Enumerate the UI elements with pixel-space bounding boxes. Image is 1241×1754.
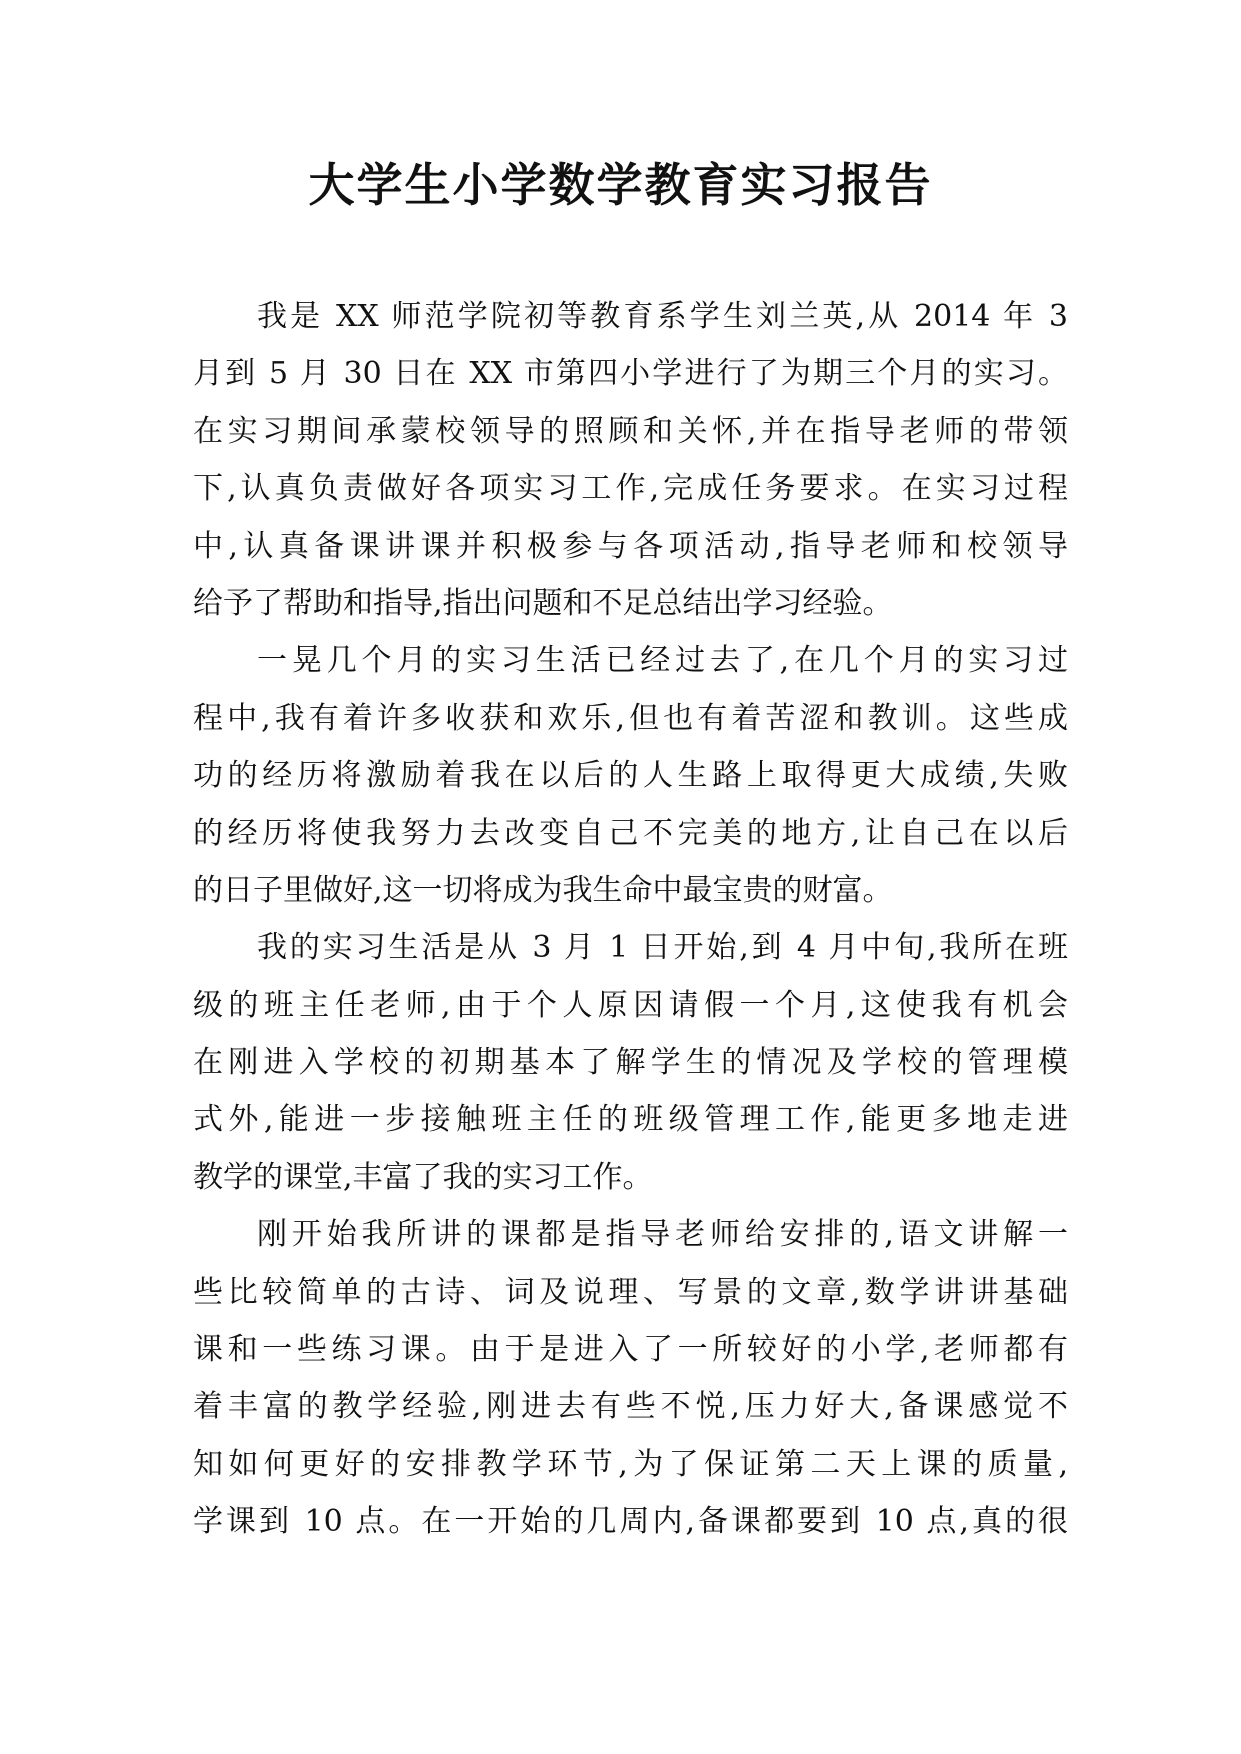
text-line: 在实习期间承蒙校领导的照顾和关怀,并在指导老师的带领 — [193, 413, 1068, 449]
text-line: 在刚进入学校的初期基本了解学生的情况及学校的管理模 — [193, 1045, 1068, 1081]
text-line: 些比较简单的古诗、词及说理、写景的文章,数学讲讲基础 — [193, 1274, 1068, 1310]
text-line: 课和一些练习课。由于是进入了一所较好的小学,老师都有 — [193, 1332, 1068, 1368]
text-line: 月到 5 月 30 日在 XX 市第四小学进行了为期三个月的实习。 — [193, 356, 1068, 392]
paragraph-2 — [193, 632, 1068, 919]
document-body — [193, 288, 1068, 1551]
text-line: 式外,能进一步接触班主任的班级管理工作,能更多地走进 — [193, 1102, 1068, 1138]
text-line: 级的班主任老师,由于个人原因请假一个月,这使我有机会 — [193, 987, 1068, 1023]
paragraph-1 — [193, 288, 1068, 632]
text-line: 功的经历将激励着我在以后的人生路上取得更大成绩,失败 — [193, 758, 1068, 794]
text-line: 教学的课堂,丰富了我的实习工作。 — [193, 1159, 653, 1195]
text-line: 的日子里做好,这一切将成为我生命中最宝贵的财富。 — [193, 872, 893, 908]
text-line: 着丰富的教学经验,刚进去有些不悦,压力好大,备课感觉不 — [193, 1389, 1068, 1425]
paragraph-4 — [193, 1206, 1068, 1550]
text-line: 的经历将使我努力去改变自己不完美的地方,让自己在以后 — [193, 815, 1068, 851]
text-line: 下,认真负责做好各项实习工作,完成任务要求。在实习过程 — [193, 471, 1068, 507]
text-line: 知如何更好的安排教学环节,为了保证第二天上课的质量, — [193, 1446, 1068, 1482]
text-line: 我的实习生活是从 3 月 1 日开始,到 4 月中旬,我所在班 — [257, 930, 1068, 966]
text-line: 给予了帮助和指导,指出问题和不足总结出学习经验。 — [193, 585, 893, 621]
document-title: 大学生小学数学教育实习报告 — [308, 158, 933, 212]
text-line: 中,认真备课讲课并积极参与各项活动,指导老师和校领导 — [193, 528, 1068, 564]
text-line: 刚开始我所讲的课都是指导老师给安排的,语文讲解一 — [257, 1217, 1068, 1253]
paragraph-3 — [193, 919, 1068, 1206]
text-line: 我是 XX 师范学院初等教育系学生刘兰英,从 2014 年 3 — [257, 299, 1068, 334]
text-line: 程中,我有着许多收获和欢乐,但也有着苦涩和教训。这些成 — [193, 700, 1068, 736]
text-line: 学课到 10 点。在一开始的几周内,备课都要到 10 点,真的很 — [193, 1504, 1068, 1540]
text-line: 一晃几个月的实习生活已经过去了,在几个月的实习过 — [257, 643, 1068, 679]
